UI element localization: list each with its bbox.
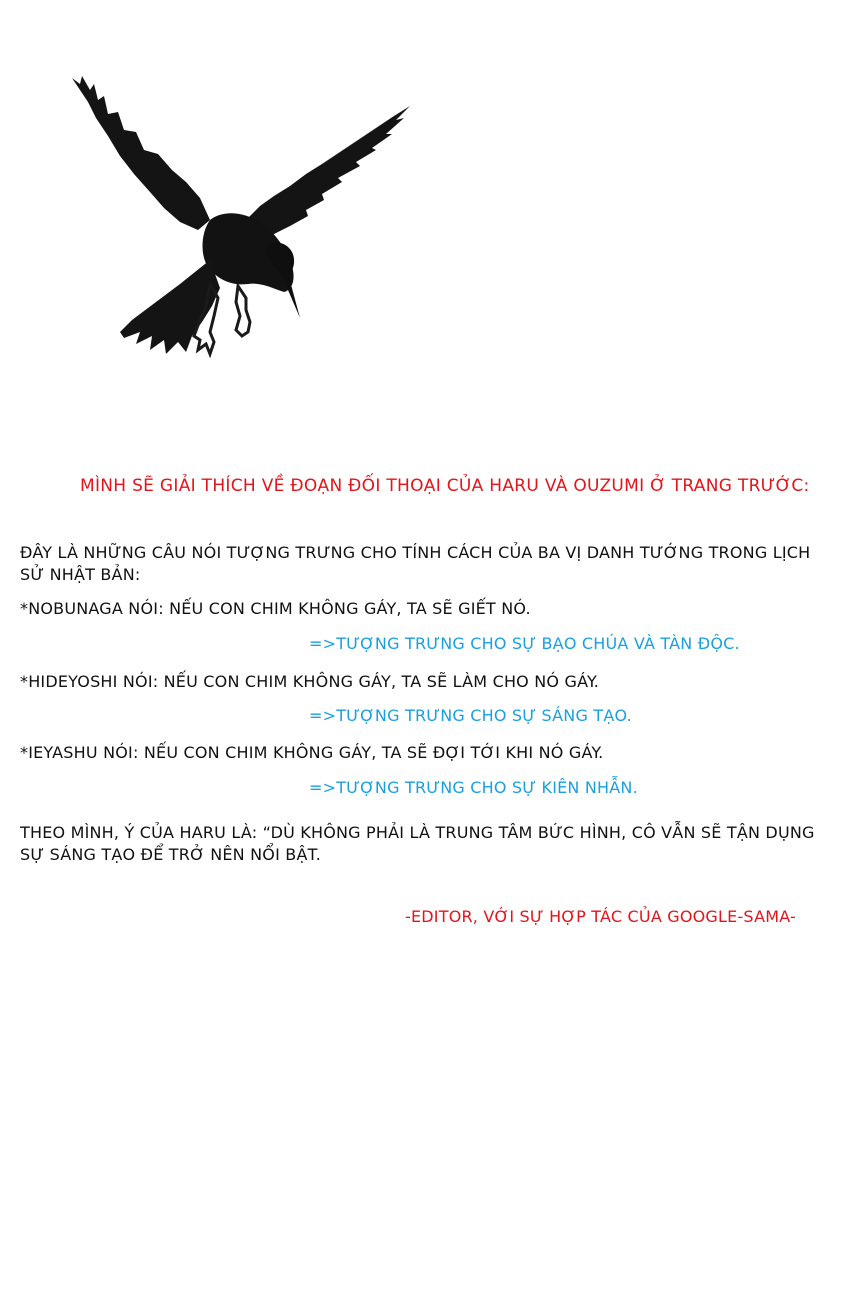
intro-paragraph: ĐÂY LÀ NHỮNG CÂU NÓI TƯỢNG TRƯNG CHO TÍNH CÁCH CỦA BA VỊ DANH TƯỚNG TRONG LỊCH SỬ NHẬT BẢN: (20, 543, 811, 584)
editor-credit: -EDITOR, VỚI SỰ HỢP TÁC CỦA GOOGLE-SAMA- (405, 907, 796, 926)
ieyashu-meaning: =>TƯỢNG TRƯNG CHO SỰ KIÊN NHẪN. (309, 778, 638, 797)
crow-right-leg (236, 286, 250, 336)
nobunaga-quote: *NOBUNAGA NÓI: NẾU CON CHIM KHÔNG GÁY, TA SẼ GIẾT NÓ. (20, 599, 531, 618)
crow-illustration (60, 70, 420, 370)
hideyoshi-meaning: =>TƯỢNG TRƯNG CHO SỰ SÁNG TẠO. (309, 706, 632, 725)
nobunaga-meaning: =>TƯỢNG TRƯNG CHO SỰ BẠO CHÚA VÀ TÀN ĐỘC. (309, 634, 740, 653)
explanation-heading: MÌNH SẼ GIẢI THÍCH VỀ ĐOẠN ĐỐI THOẠI CỦA HARU VÀ OUZUMI Ở TRANG TRƯỚC: (80, 476, 810, 496)
hideyoshi-quote: *HIDEYOSHI NÓI: NẾU CON CHIM KHÔNG GÁY, TA SẼ LÀM CHO NÓ GÁY. (20, 672, 600, 691)
editor-opinion: THEO MÌNH, Ý CỦA HARU LÀ: “DÙ KHÔNG PHẢI LÀ TRUNG TÂM BỨC HÌNH, CÔ VẪN SẼ TẬN DỤNG SỰ SÁNG TẠO ĐỂ TRỞ NÊN NỔI BẬT. (20, 823, 815, 864)
ieyashu-quote: *IEYASHU NÓI: NẾU CON CHIM KHÔNG GÁY, TA SẼ ĐỢI TỚI KHI NÓ GÁY. (20, 743, 604, 762)
crow-left-wing (72, 76, 210, 230)
